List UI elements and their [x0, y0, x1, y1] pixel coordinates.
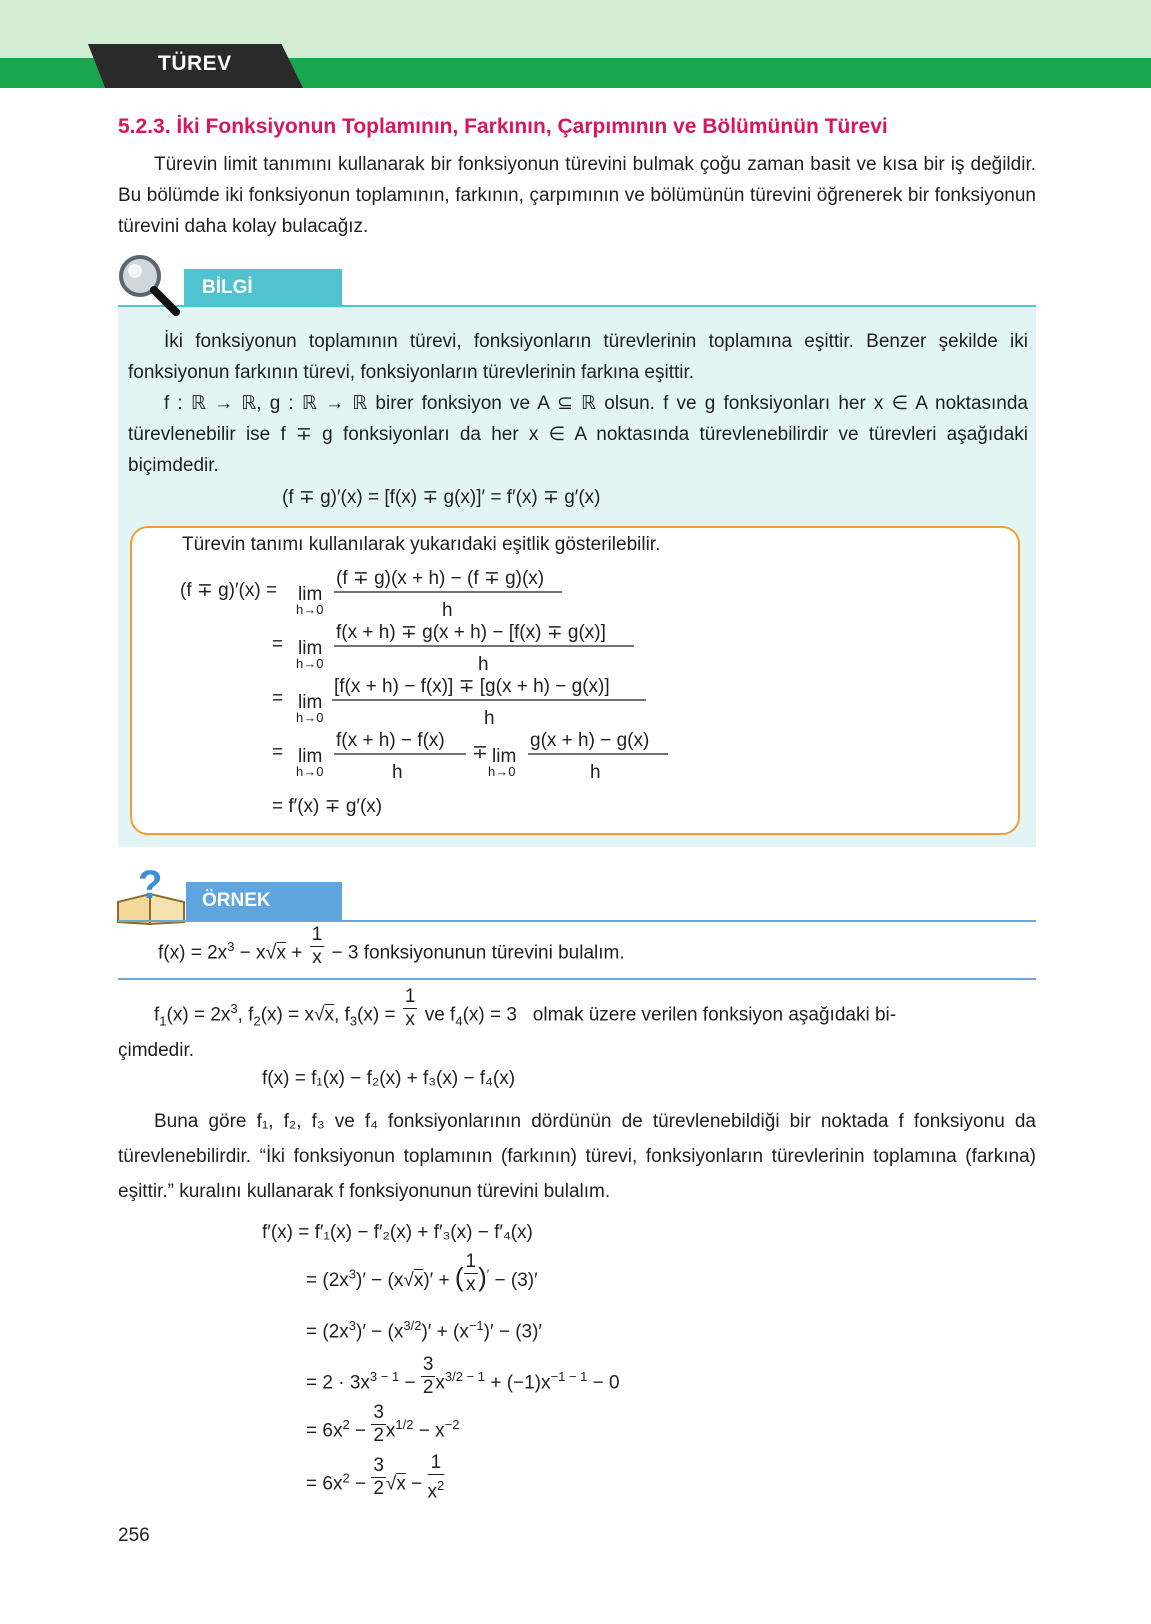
- intro-paragraph: Türevin limit tanımını kullanarak bir fonksiyonun türevini bulmak çoğu zaman basit ve kısa bir iş değildir. Bu bölümde iki fonksiyonun toplamının, farkının, çarpımının ve bölümünün türevini öğrenerek bir fonksiyonun türevini daha kolay bulacağız.: [118, 154, 1036, 237]
- mp-4: ∓: [472, 742, 488, 763]
- example-bottom-rule: [118, 978, 1036, 980]
- lim-4b: lim: [492, 746, 517, 767]
- example-top-rule: [118, 920, 1036, 922]
- eq-2: =: [272, 634, 284, 655]
- info-rule: [118, 305, 1036, 307]
- lim-2: lim: [298, 638, 323, 659]
- lim-4a: lim: [298, 746, 323, 767]
- problem-tail: − 3 fonksiyonunun türevini bulalım.: [331, 942, 625, 964]
- eq-4: =: [272, 742, 284, 763]
- lim-sub-1: h→0: [296, 602, 324, 617]
- lim-sub-4b: h→0: [488, 764, 516, 779]
- example-problem: $f(x) = 2x^3 - x√x$ + $\frac{1}{x}$ − 3 fonksiyonunun türevini bulalım.: [158, 924, 625, 968]
- info-paragraph-2: f : ℝ → ℝ, g : ℝ → ℝ birer fonksiyon ve A ⊆ ℝ olsun. f ve g fonksiyonları her x ∈ A noktasında türevlenebilir ise f ∓ g fonksiyonları da her x ∈ A noktasında türevlenebilirdir ve türevleri aşağıdaki biçimdedir.: [128, 393, 1028, 476]
- lim-sub-3: h→0: [296, 710, 324, 725]
- proof-intro: Türevin tanımı kullanılarak yukarıdaki eşitlik gösterilebilir.: [182, 534, 661, 555]
- denominator-3: h: [484, 708, 495, 729]
- book-question-icon: [114, 862, 188, 928]
- info-label: BİLGİ: [202, 277, 253, 298]
- lim-3: lim: [298, 692, 323, 713]
- eq-3: =: [272, 688, 284, 709]
- numerator-1: (f ∓ g)(x + h) − (f ∓ g)(x): [336, 568, 545, 589]
- derivative-line-4: = $2 \cdot 3x^{3 - 1}$ − $\frac{3}{2}$ $x^{3/2 - 1} + (-1)x^{-1 - 1} - 0$: [306, 1354, 620, 1398]
- svg-text:?: ?: [138, 863, 163, 907]
- lim-sub-2: h→0: [296, 656, 324, 671]
- example-label: ÖRNEK: [202, 890, 271, 911]
- proof-final: = f′(x) ∓ g′(x): [272, 796, 383, 817]
- info-formula: (f ∓ g)′(x) = [f(x) ∓ g(x)]′ = f′(x) ∓ g′(x): [282, 487, 601, 508]
- proof-equations: [170, 560, 690, 820]
- example-definitions: $f_1(x) = 2x^3$, $f_2(x) = x√x$, $f_3(x)$ = $\frac{1}{x}$ ve $f_4(x) = 3$ olmak üzere verilen fonksiyon aşağıdaki bi-: [154, 986, 897, 1030]
- derivative-line-5: = $6x^2$ − $\frac{3}{2}$ $x^{1/2} - x^{-2}$: [306, 1402, 460, 1446]
- problem-lhs: f(x) = 2x: [158, 942, 228, 964]
- denominator-1: h: [442, 600, 453, 621]
- derivative-line-1: f′(x) = f′₁(x) − f′₂(x) + f′₃(x) − f′₄(x): [262, 1222, 533, 1243]
- definitions-tail: olmak üzere verilen fonksiyon aşağıdaki bi-: [532, 1004, 897, 1026]
- denominator-4b: h: [590, 762, 601, 783]
- derivative-line-6: = $6x^2$ − $\frac{3}{2}$ √x − $\frac{1}{x^2}$: [306, 1452, 445, 1503]
- example-paragraph: Buna göre f₁, f₂, f₃ ve f₄ fonksiyonlarının dördünün de türevlenebildiği bir noktada f fonksiyonu da türevlenebilirdir. “İki fonksiyonun toplamının (farkının) türevi, fonksiyonların türevlerinin toplamına (farkına) eşittir.” kuralını kullanarak f fonksiyonunun türevini bulalım.: [118, 1111, 1036, 1202]
- derivative-line-3: = $(2x^3)' - (x^{3/2})' + (x^{-1})' - (3)'$: [306, 1318, 542, 1343]
- lim-sub-4a: h→0: [296, 764, 324, 779]
- denominator-2: h: [478, 654, 489, 675]
- info-paragraph-1: İki fonksiyonun toplamının türevi, fonksiyonların türevlerinin toplamına eşittir. Benzer şekilde iki fonksiyonun farkının türevi, fonksiyonların türevlerinin farkına eşittir.: [128, 331, 1028, 383]
- derivative-line-2: = $(2x^3)' - (x√x)'$ + ( $\frac{1}{x}$ )′ − (3)′: [306, 1251, 538, 1296]
- numerator-4b: g(x + h) − g(x): [530, 730, 650, 751]
- proof-lhs: (f ∓ g)′(x) =: [180, 580, 278, 601]
- numerator-4a: f(x + h) − f(x): [336, 730, 445, 751]
- magnifier-icon: [114, 252, 186, 322]
- page-number: 256: [118, 1525, 150, 1546]
- chapter-title: TÜREV: [158, 52, 232, 75]
- decomposition: f(x) = f₁(x) − f₂(x) + f₃(x) − f₄(x): [262, 1068, 516, 1089]
- numerator-2: f(x + h) ∓ g(x + h) − [f(x) ∓ g(x)]: [336, 622, 606, 643]
- section-title: 5.2.3. İki Fonksiyonun Toplamının, Farkının, Çarpımının ve Bölümünün Türevi: [118, 115, 888, 138]
- definitions-continuation: çimdedir.: [118, 1040, 195, 1061]
- numerator-3: [f(x + h) − f(x)] ∓ [g(x + h) − g(x)]: [334, 676, 610, 697]
- lim-1: lim: [298, 584, 323, 605]
- denominator-4a: h: [392, 762, 403, 783]
